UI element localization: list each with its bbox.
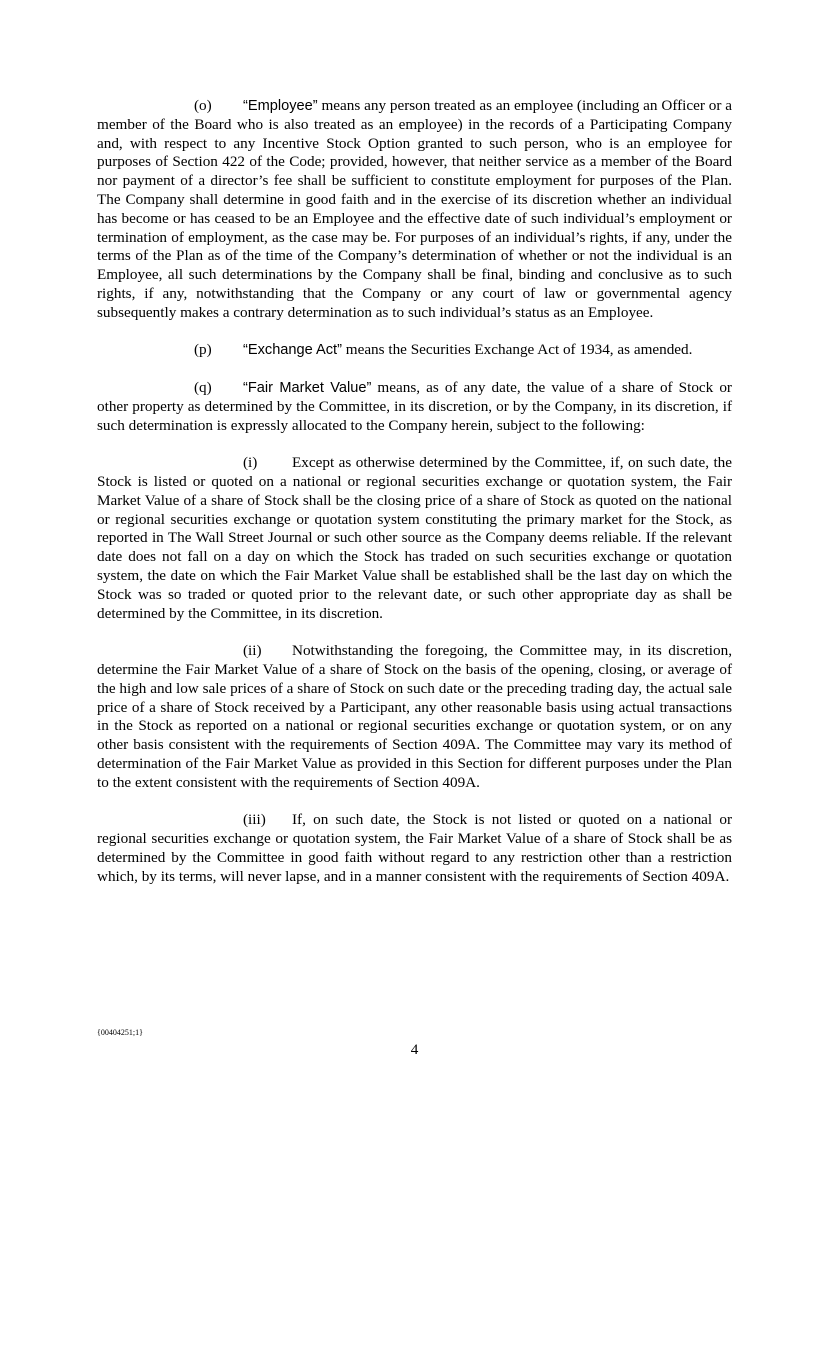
- section-marker: (q): [194, 378, 212, 396]
- page-number: 4: [410, 1041, 419, 1058]
- definition-text: means the Securities Exchange Act of 1934, as amended.: [341, 341, 693, 359]
- definition-text: means, as of any date, the value of a share of Stock or other property as determined by the Committee, in its discretion, or by the Company, in its discretion, if such determination is expressly allocated to the Company herein, subject to the following:: [97, 378, 732, 434]
- definition-employee: [97, 97, 732, 323]
- subsection-unlisted-stock: [97, 811, 732, 886]
- defined-term: “Exchange Act”: [243, 342, 342, 359]
- definition-exchange-act: [97, 341, 732, 360]
- section-marker: (o): [194, 97, 212, 114]
- subsection-committee-discretion: [97, 642, 732, 792]
- subsection-text: Except as otherwise determined by the Committee, if, on such date, the Stock is listed or quoted on a national or regional securities exchange or quotation system, the Fair Market Value of a share of Stock shall be the closing price of a share of Stock as quoted on the national or regional securities exchange or quotation system constituting the primary market for the Stock, as reported in The Wall Street Journal or such other source as the Company deems reliable. If the relevant date does not fall on a day on which the Stock has traded on such securities exchange or quotation system, the date on which the Fair Market Value shall be established shall be the last day on which the Stock was so traded or quoted prior to the relevant date, or such other appropriate day as shall be determined by the Committee, in its discretion.: [97, 454, 732, 622]
- defined-term: “Fair Market Value”: [243, 379, 372, 396]
- definition-text: means any person treated as an employee (including an Officer or a member of the Board who is also treated as an employee) in the records of a Participating Company and, with respect to any Incentive Stock Option granted to such person, who is an employee for purposes of Section 422 of the Code; provided, however, that neither service as a member of the Board nor payment of a director’s fee shall be sufficient to constitute employment for purposes of the Plan. The Company shall determine in good faith and in the exercise of its discretion whether an individual has become or has ceased to be an Employee and the effective date of such individual’s employment or termination of employment, as the case may be. For purposes of an individual’s rights, if any, under the terms of the Plan as of the time of the Company’s determination of whether or not the individual is an Employee, all such determinations by the Company shall be final, binding and conclusive as to such rights, if any, notwithstanding that the Company or any court of law or governmental agency subsequently makes a contrary determination as to such individual’s status as an Employee.: [97, 97, 732, 321]
- subsection-marker: (iii): [243, 811, 266, 829]
- subsection-marker: (ii): [243, 642, 262, 660]
- subsection-text: If, on such date, the Stock is not listed or quoted on a national or regional securities exchange or quotation system, the Fair Market Value of a share of Stock shall be as determined by the Committee in good faith without regard to any restriction other than a restriction which, by its terms, will never lapse, and in a manner consistent with the requirements of Section 409A.: [97, 811, 732, 885]
- defined-term: “Employee”: [243, 98, 318, 114]
- subsection-marker: (i): [243, 454, 258, 472]
- definition-fair-market-value: [97, 379, 732, 435]
- document-id: {00404251;1}: [97, 1028, 143, 1037]
- subsection-text: Notwithstanding the foregoing, the Committee may, in its discretion, determine the Fair Market Value of a share of Stock on the basis of the opening, closing, or average of the high and low sale prices of a share of Stock on such date or the preceding trading day, the actual sale price of a share of Stock received by a Participant, any other reasonable basis using actual transactions in the Stock as reported on a national or regional securities exchange or quotation system, or on any other basis consistent with the requirements of Section 409A. The Committee may vary its method of determination of the Fair Market Value as provided in this Section for different purposes under the Plan to the extent consistent with the requirements of Section 409A.: [97, 642, 732, 791]
- document-body: [97, 97, 732, 905]
- section-marker: (p): [194, 341, 212, 359]
- subsection-listed-stock: [97, 454, 732, 623]
